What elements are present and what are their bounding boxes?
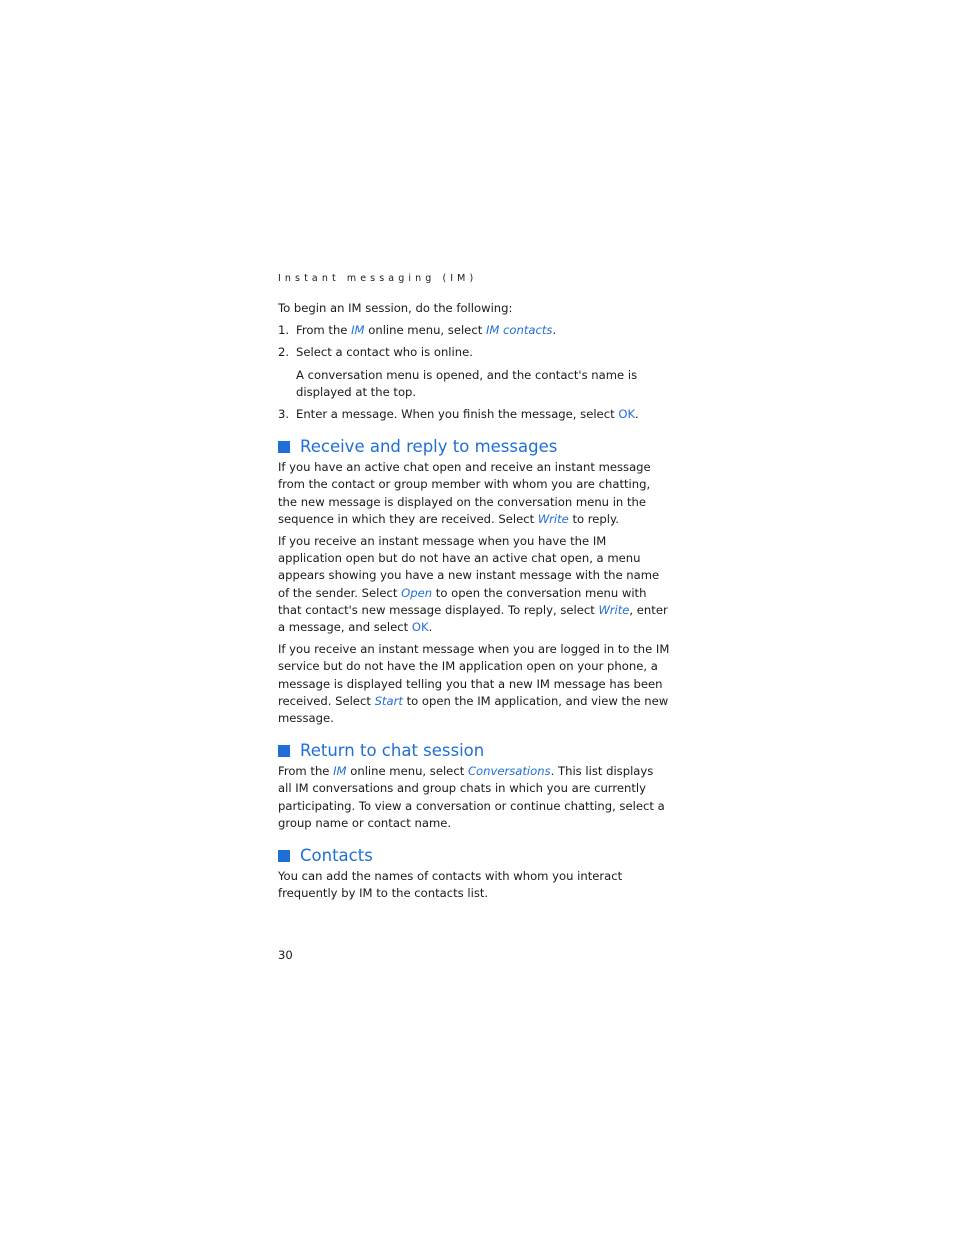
ui-term: OK [411, 620, 429, 635]
ui-term: Conversations [467, 764, 551, 779]
paragraph: If you receive an instant message when you are logged in to the IM service but do not have the IM application open on your phone, a message is displayed telling you that a new IM message has been received. Select Start to open the IM application, and view the new message. [278, 642, 670, 726]
square-bullet-icon [278, 745, 290, 757]
step-note: A conversation menu is opened, and the contact's name is displayed at the top. [296, 367, 638, 399]
running-header: Instant messaging (IM) [278, 273, 478, 284]
ui-term: Write [598, 602, 630, 617]
step-text: From the IM online menu, select IM contacts. [296, 323, 557, 338]
step-number: 1. [278, 323, 290, 338]
intro-text: To begin an IM session, do the following: [278, 301, 513, 315]
ui-term: IM contacts [485, 323, 553, 338]
section-heading: Return to chat session [278, 741, 670, 761]
ui-term: Open [401, 585, 433, 600]
page-number: 30 [278, 948, 293, 962]
step-text: Enter a message. When you finish the message, select OK. [296, 407, 639, 422]
ui-term: IM [351, 323, 365, 338]
paragraph: From the IM online menu, select Conversations. This list displays all IM conversations and group chats in which you are currently participating. To view a conversation or continue chatting, select a group name or contact name. [278, 764, 665, 830]
ui-term: Start [374, 693, 403, 708]
paragraph: You can add the names of contacts with whom you interact frequently by IM to the contacts list. [278, 869, 623, 901]
list-item [278, 344, 670, 361]
paragraph: If you receive an instant message when you have the IM application open but do not have an active chat open, a menu appears showing you have a new instant message with the name of the sender. Select Open to open the conversation menu with that contact's new message displayed. To reply, select Write, enter a message, and select OK. [278, 534, 668, 635]
section-heading: Receive and reply to messages [278, 437, 670, 457]
square-bullet-icon [278, 850, 290, 862]
ui-term: OK [618, 407, 636, 422]
step-number: 2. [278, 345, 290, 360]
ui-term: Write [537, 511, 569, 526]
list-item [278, 322, 670, 339]
ui-term: IM [333, 764, 347, 779]
square-bullet-icon [278, 441, 290, 453]
step-number: 3. [278, 407, 290, 422]
step-text: Select a contact who is online. [296, 345, 473, 360]
steps-list [278, 322, 670, 423]
section-heading: Contacts [278, 846, 670, 866]
paragraph: If you have an active chat open and receive an instant message from the contact or group member with whom you are chatting, the new message is displayed on the conversation menu in the sequence in which they are received. Select Write to reply. [278, 460, 651, 526]
list-item [278, 406, 670, 423]
page-content [278, 272, 670, 907]
